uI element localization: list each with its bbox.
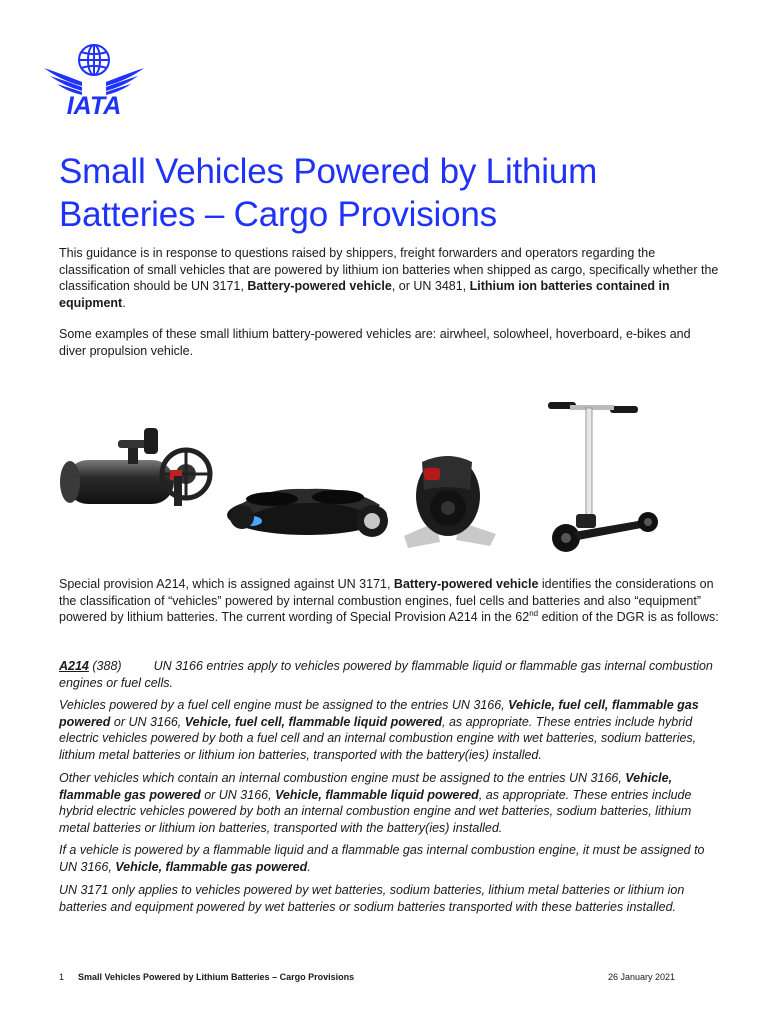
provision-p1-text: UN 3166 entries apply to vehicles powered by flammable liquid or flammable gas internal combustion engines or fuel cells. xyxy=(59,659,713,690)
intro-text-2: , or UN 3481, xyxy=(391,279,470,293)
intro-bold-2: Lithium ion batteries contained in equipment xyxy=(59,279,670,310)
special-bold-1: Battery-powered vehicle xyxy=(393,577,539,591)
provision-combustion-paragraph xyxy=(59,770,719,836)
special-text-2: identifies the considerations on the classification of “vehicles” powered by internal combustion engines, fuel cells and batteries and also “equipment” powered by lithium batteries. The current wording of Special Provision A214 in the 62 xyxy=(59,577,714,624)
p3-text-3: , as appropriate. These entries include hybrid electric vehicles powered by both an internal combustion engine and wet batteries, sodium batteries, lithium metal batteries or lithium ion batteries, transported with the battery(ies) installed. xyxy=(59,787,692,835)
special-text-1: Special provision A214, which is assigned against UN 3171, xyxy=(59,577,394,591)
p2-text-1: Vehicles powered by a fuel cell engine must be assigned to the entries UN 3166, xyxy=(59,698,509,712)
page-title xyxy=(59,150,719,236)
p2-bold-1: Vehicle, fuel cell, flammable gas powered xyxy=(59,698,699,729)
p3-bold-2: Vehicle, flammable liquid powered xyxy=(275,787,479,802)
provision-number: (388) xyxy=(92,659,122,673)
p4-text-1: If a vehicle is powered by a flammable liquid and a flammable gas internal combustion engine, it must be assigned to UN 3166, xyxy=(59,843,705,874)
provision-code: A214 xyxy=(59,659,89,673)
p3-bold-1: Vehicle, flammable gas powered xyxy=(59,771,673,802)
iata-logo xyxy=(42,38,146,118)
p3-text-1: Other vehicles which contain an internal combustion engine must be assigned to the entries UN 3166, xyxy=(59,771,626,785)
intro-text-3: . xyxy=(122,295,126,310)
provision-un3171-paragraph: UN 3171 only applies to vehicles powered by wet batteries, sodium batteries, lithium metal batteries or lithium ion batteries and equipment powered by wet batteries or sodium batteries transported with these batteries installed. xyxy=(59,883,685,914)
airwheel-image xyxy=(400,450,500,550)
footer-page-number: 1 xyxy=(59,972,65,982)
diver-propulsion-vehicle-image xyxy=(58,420,218,520)
footer-title: Small Vehicles Powered by Lithium Batteries – Cargo Provisions xyxy=(78,972,355,982)
edition-superscript: nd xyxy=(529,609,539,618)
p2-text-2: or UN 3166, xyxy=(110,714,185,729)
hoverboard-image xyxy=(222,475,392,545)
e-scooter-image xyxy=(548,392,663,557)
p2-bold-2: Vehicle, fuel cell, flammable liquid powered xyxy=(184,714,442,729)
provision-fuel-cell-paragraph xyxy=(59,697,719,763)
title-line-2: Batteries – Cargo Provisions xyxy=(59,195,497,234)
provision-a214-intro xyxy=(59,658,719,691)
title-line-1: Small Vehicles Powered by Lithium xyxy=(59,152,598,191)
provision-dual-fuel-paragraph xyxy=(59,842,719,875)
intro-text-1: This guidance is in response to questions raised by shippers, freight forwarders and operators regarding the classification of small vehicles that are powered by lithium ion batteries when shipped as cargo, specifically whether the classification should be UN 3171, xyxy=(59,246,719,293)
examples-paragraph: Some examples of these small lithium battery-powered vehicles are: airwheel, solowheel, hoverboard, e-bikes and diver propulsion vehicle. xyxy=(59,327,691,358)
logo-text: IATA xyxy=(66,92,122,118)
p4-text-2: . xyxy=(307,859,311,874)
p4-bold-1: Vehicle, flammable gas powered xyxy=(115,859,308,874)
p3-text-2: or UN 3166, xyxy=(200,787,276,802)
special-text-3: edition of the DGR is as follows: xyxy=(538,610,719,624)
intro-paragraph xyxy=(59,245,719,311)
special-provision-paragraph xyxy=(59,576,719,626)
intro-bold-1: Battery-powered vehicle xyxy=(247,279,392,293)
p2-text-3: , as appropriate. These entries include hybrid electric vehicles powered by both a fuel cell and an internal combustion engine with wet batteries, sodium batteries, lithium metal batteries or lithium ion batteries, transported with the battery(ies) installed. xyxy=(59,714,697,762)
footer-date: 26 January 2021 xyxy=(608,972,676,982)
